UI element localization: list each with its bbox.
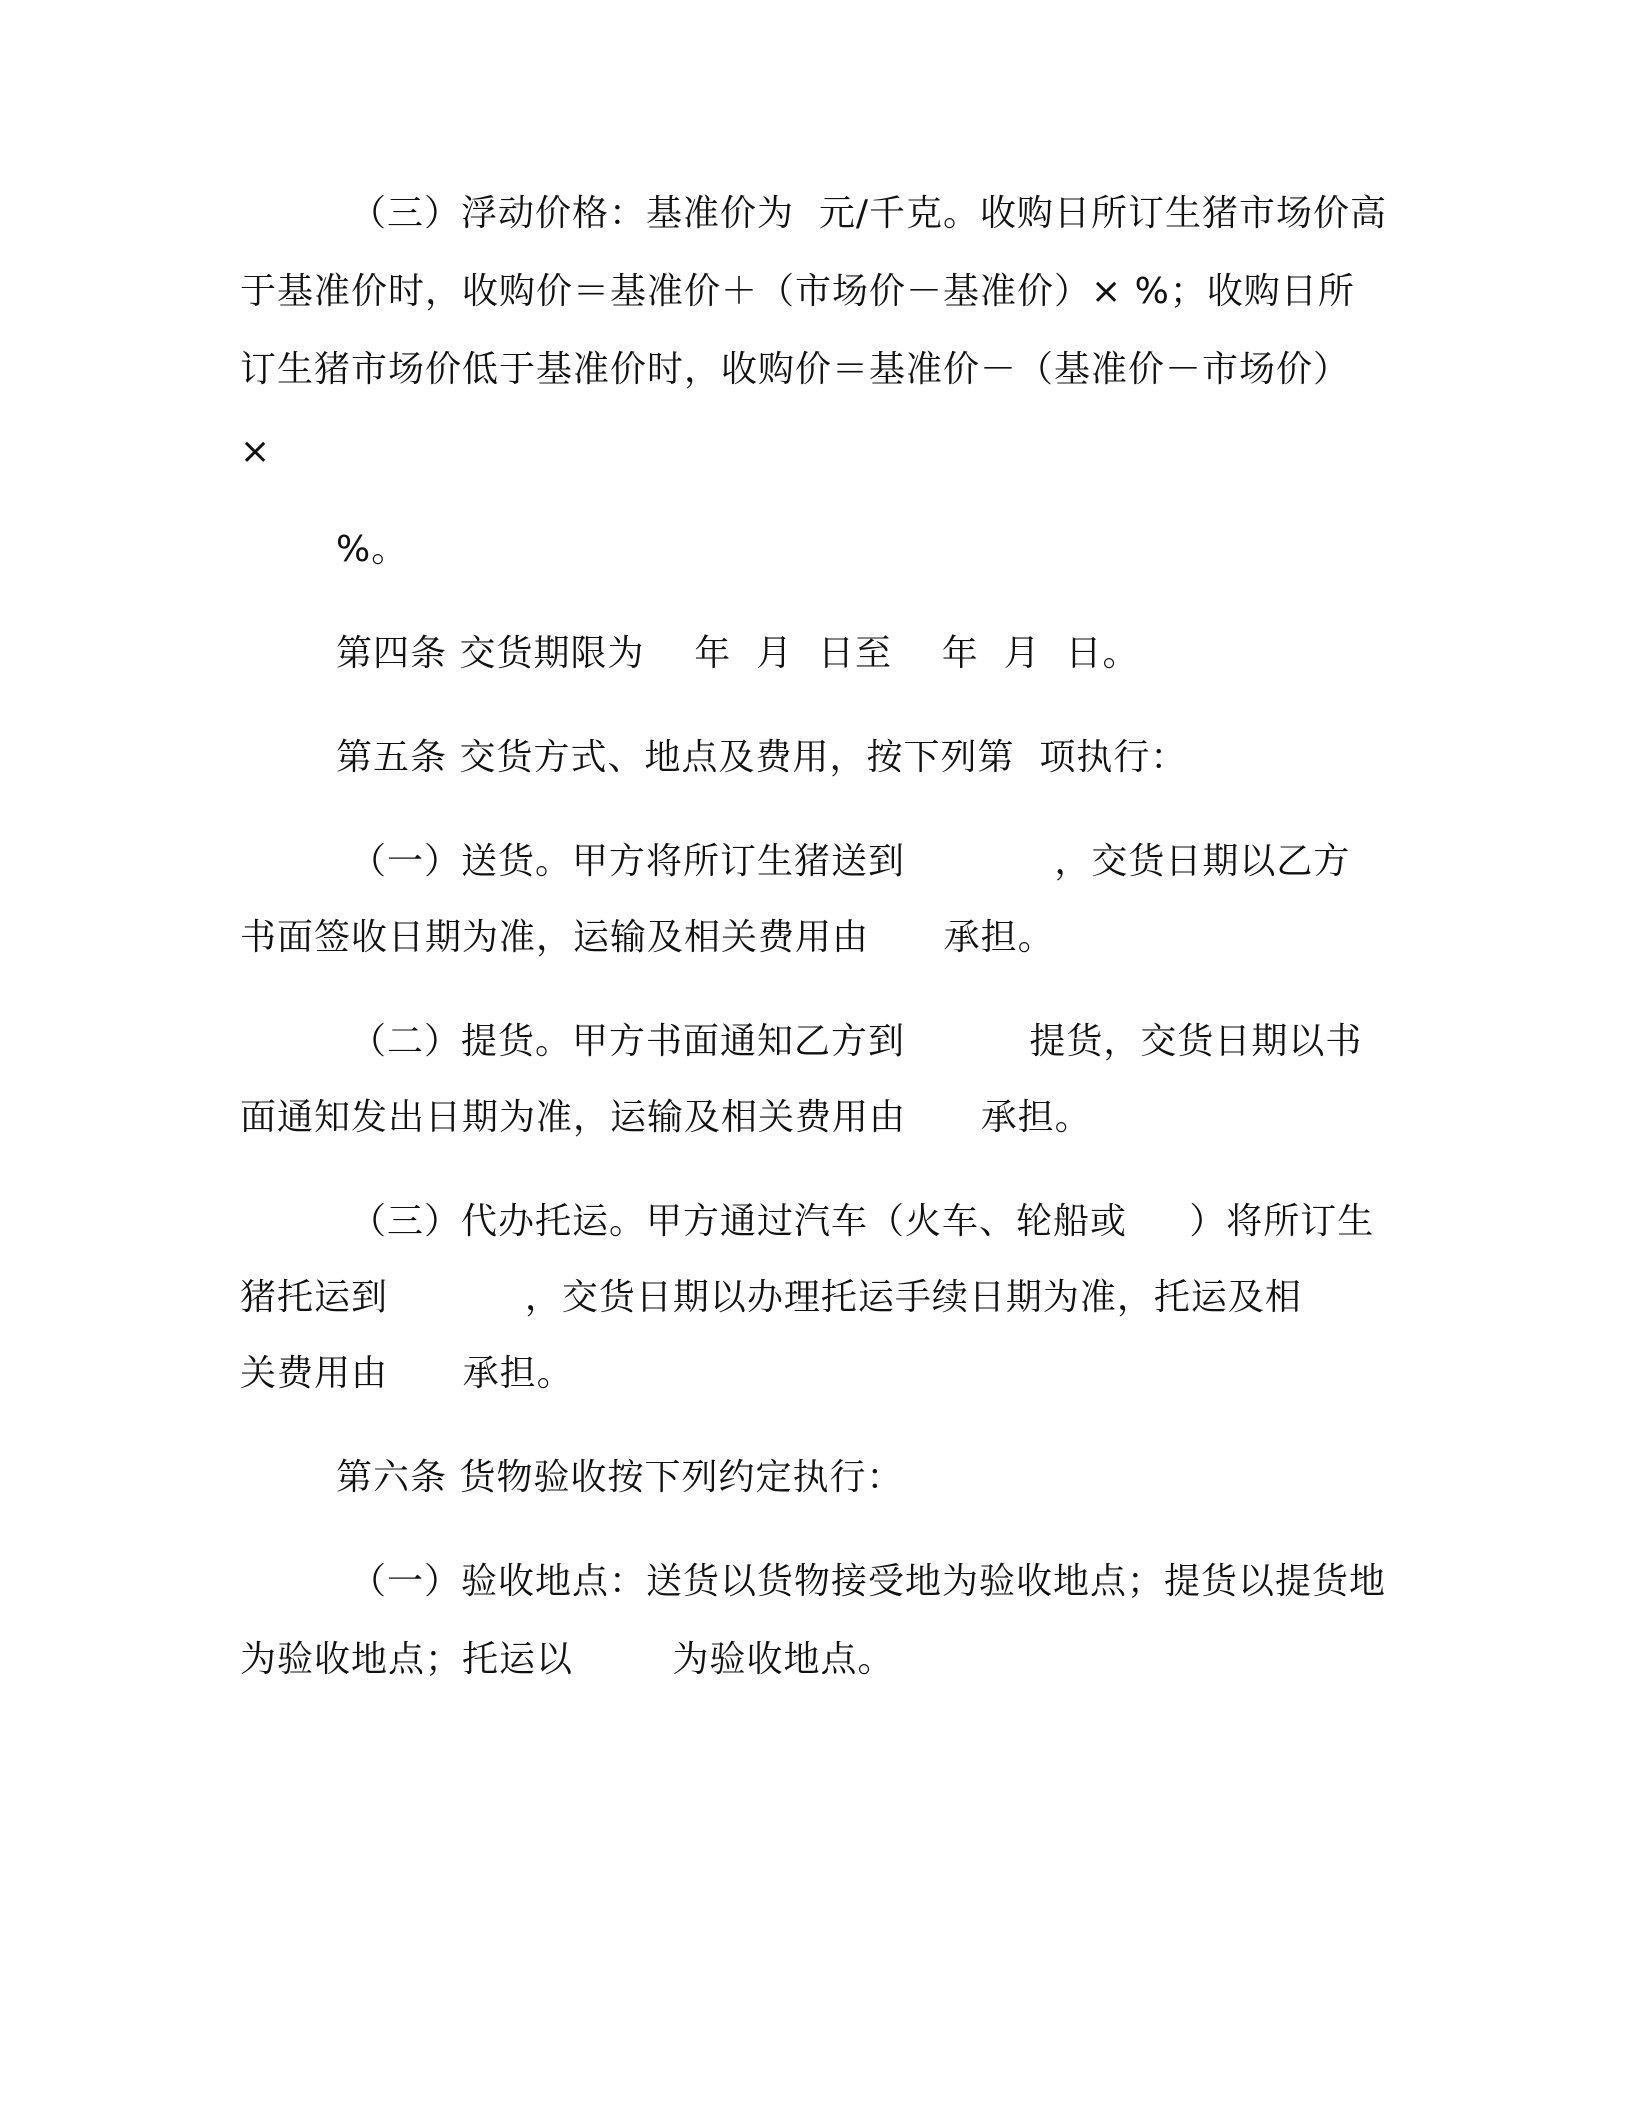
delivery-option-2-line-2: 面通知发出日期为准，运输及相关费用由 承担。 [240, 1097, 1092, 1138]
floating-price-line-1: （三）浮动价格：基准价为 元/千克。收购日所订生猪市场价高 [350, 193, 1388, 234]
article-4-delivery-period: 第四条 交货期限为 年 月 日至 年 月 日。 [336, 633, 1140, 674]
floating-price-line-3: 订生猪市场价低于基准价时，收购价＝基准价－（基准价－市场价） [240, 349, 1351, 390]
delivery-option-1-line-2: 书面签收日期为准，运输及相关费用由 承担。 [240, 917, 1055, 958]
floating-price-line-2: 于基准价时，收购价＝基准价＋（市场价－基准价）× %；收购日所 [240, 271, 1355, 312]
article-6-heading: 第六条 货物验收按下列约定执行： [336, 1457, 904, 1498]
floating-price-line-5: %。 [336, 529, 409, 570]
article-5-heading: 第五条 交货方式、地点及费用，按下列第 项执行： [336, 737, 1188, 778]
delivery-option-3-line-1: （三）代办托运。甲方通过汽车（火车、轮船或 ）将所订生 [350, 1201, 1375, 1242]
inspection-location-line-2: 为验收地点；托运以 为验收地点。 [240, 1639, 895, 1680]
delivery-option-3-line-2: 猪托运到 ，交货日期以办理托运手续日期为准，托运及相 [240, 1277, 1302, 1318]
delivery-option-3-line-3: 关费用由 承担。 [240, 1353, 574, 1394]
delivery-option-2-line-1: （二）提货。甲方书面通知乙方到 提货，交货日期以书 [350, 1021, 1363, 1062]
delivery-option-1-line-1: （一）送货。甲方将所订生猪送到 ，交货日期以乙方 [350, 841, 1351, 882]
floating-price-line-4: × [240, 431, 272, 472]
inspection-location-line-1: （一）验收地点：送货以货物接受地为验收地点；提货以提货地 [350, 1561, 1387, 1602]
